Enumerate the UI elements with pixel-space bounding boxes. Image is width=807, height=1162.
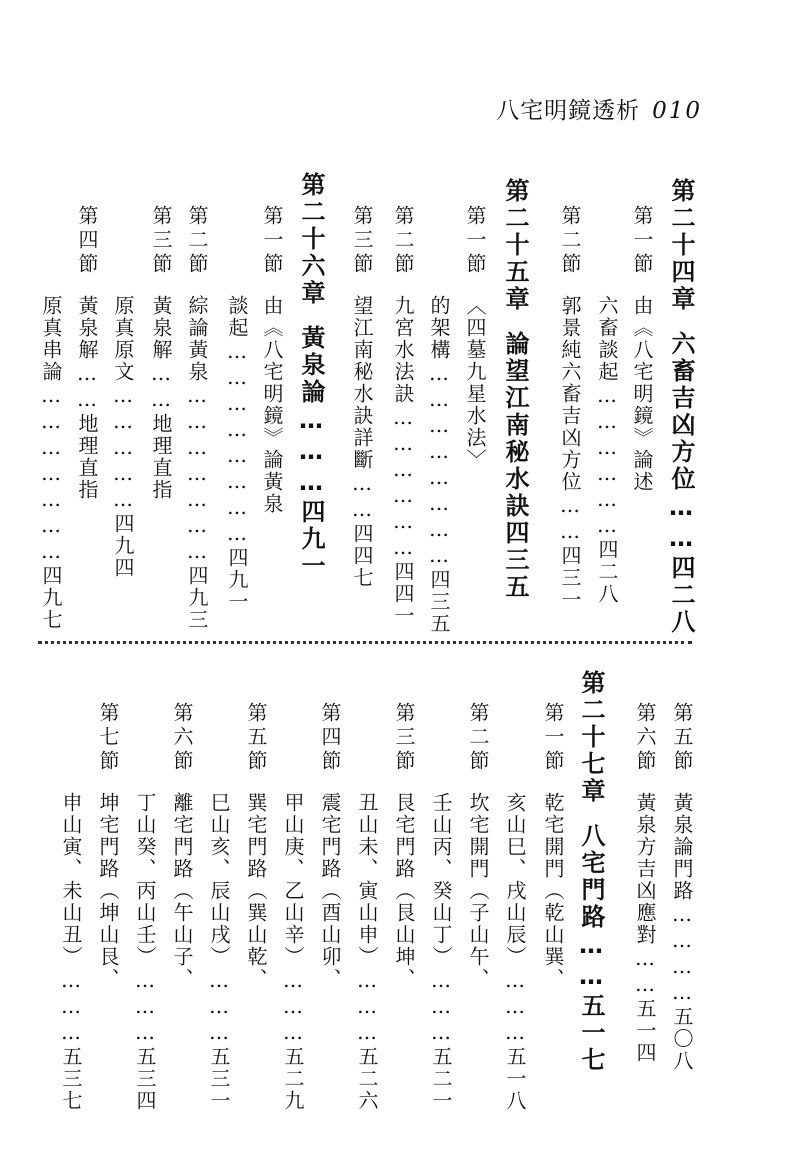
toc-section-label: 第五節 bbox=[670, 702, 694, 774]
leader-dots: …… bbox=[149, 361, 173, 413]
toc-entry-line[interactable]: 黃泉解……地理直指 bbox=[149, 295, 173, 501]
toc-entry-line[interactable]: 黃泉解……地理直指 bbox=[75, 295, 99, 501]
page-number: 010 bbox=[652, 98, 702, 124]
chapter-title: 第二十六章 bbox=[297, 172, 325, 307]
leader-dots: …… bbox=[667, 493, 695, 555]
leader-dots: …………………… bbox=[225, 339, 249, 547]
toc-entry-line[interactable]: 原真原文……………四九四 bbox=[111, 295, 135, 579]
toc-entry-line[interactable]: 丑山未、寅山申）………五二六 bbox=[355, 792, 379, 1112]
leader-dots: …… bbox=[577, 931, 605, 993]
leader-dots: ……… bbox=[503, 968, 527, 1046]
leader-dots: ………………… bbox=[39, 383, 63, 565]
toc-entry-line[interactable]: 巳山亥、辰山戌）………五三一 bbox=[207, 792, 231, 1112]
toc-entry-line[interactable]: 六畜談起………………四二八 bbox=[595, 295, 619, 605]
leader-dots: …… bbox=[633, 946, 657, 998]
leader-dots: ……… bbox=[297, 406, 325, 499]
page-ref: 五三四 bbox=[133, 1046, 157, 1112]
page-ref: 四九七 bbox=[39, 565, 63, 631]
toc-entry-line[interactable]: 申山寅、未山丑）………五三七 bbox=[59, 792, 83, 1112]
page-ref: 五一四 bbox=[633, 998, 657, 1064]
page-ref: 四三一 bbox=[558, 545, 582, 611]
leader-dots: ……………… bbox=[391, 405, 415, 561]
leader-dots: …………… bbox=[111, 383, 135, 513]
toc-entry-line[interactable]: 〈四墓九星水法〉 bbox=[463, 295, 487, 471]
toc-entry-line[interactable]: 九宮水法訣………………四四一 bbox=[391, 295, 415, 627]
toc-entry-line[interactable]: 望江南秘水訣詳斷……四四七 bbox=[350, 295, 374, 589]
toc-section-label: 第二節 bbox=[558, 205, 582, 277]
leader-dots: ……… bbox=[207, 968, 231, 1046]
toc-entry-line[interactable]: 黃泉方吉凶應對……五一四 bbox=[633, 792, 657, 1064]
toc-entry-line[interactable]: 由《八宅明鏡》論述 bbox=[630, 295, 654, 493]
page-ref: 四四一 bbox=[391, 561, 415, 627]
toc-section-label: 第六節 bbox=[170, 702, 194, 774]
toc-entry-line[interactable]: 乾宅開門（乾山巽、 bbox=[541, 792, 565, 990]
toc-entry-line[interactable]: 由《八宅明鏡》論黃泉 bbox=[260, 295, 284, 515]
book-title: 八宅明鏡透析 bbox=[496, 98, 641, 124]
chapter-title: 第二十四章 bbox=[667, 178, 695, 313]
toc-entry-line[interactable]: 震宅門路（酉山卯、 bbox=[318, 792, 342, 990]
page-ref: 四四七 bbox=[350, 523, 374, 589]
toc-section-label: 第六節 bbox=[633, 702, 657, 774]
leader-dots: ……… bbox=[355, 968, 379, 1046]
toc-section-label: 第一節 bbox=[541, 702, 565, 774]
page-ref: 五二九 bbox=[281, 1046, 305, 1112]
page-ref: 四二八 bbox=[667, 555, 695, 636]
page-ref: 四九四 bbox=[111, 513, 135, 579]
chapter-subtitle: 八宅門路 bbox=[577, 823, 605, 931]
leader-dots: …… bbox=[350, 471, 374, 523]
page-ref: 四九三 bbox=[185, 565, 209, 631]
leader-dots: ……… bbox=[59, 968, 83, 1046]
chapter-title: 第二十五章 bbox=[501, 178, 529, 313]
toc-entry-line[interactable]: 原真串論…………………四九七 bbox=[39, 295, 63, 631]
toc-entry-line[interactable]: 談起……………………四九一 bbox=[225, 295, 249, 613]
toc-entry-line[interactable]: 艮宅門路（艮山坤、 bbox=[392, 792, 416, 990]
toc-chapter-27[interactable] bbox=[576, 670, 606, 1074]
page-ref: 五二一 bbox=[429, 1046, 453, 1112]
toc-section-label: 第一節 bbox=[630, 205, 654, 277]
page-header bbox=[496, 92, 702, 125]
chapter-title: 第二十七章 bbox=[577, 670, 605, 805]
toc-section-label: 第七節 bbox=[96, 702, 120, 774]
toc-section-label: 第三節 bbox=[149, 205, 173, 277]
page-ref: 四三五 bbox=[501, 520, 529, 601]
toc-entry-line[interactable]: 離宅門路（午山子、 bbox=[170, 792, 194, 990]
toc-entry-line[interactable]: 亥山巳、戌山辰）………五一八 bbox=[503, 792, 527, 1112]
toc-entry-line[interactable]: 坤宅門路（坤山艮、 bbox=[96, 792, 120, 990]
toc-entry-line[interactable]: 黃泉論門路…………五〇八 bbox=[670, 792, 694, 1072]
leader-dots: …………………… bbox=[427, 361, 451, 569]
toc-section-label: 第三節 bbox=[392, 702, 416, 774]
toc-entry-line[interactable]: 綜論黃泉…………………四九三 bbox=[185, 295, 209, 631]
toc-section-label: 第一節 bbox=[260, 205, 284, 277]
page-ref: 五一七 bbox=[577, 993, 605, 1074]
leader-dots: ………………… bbox=[185, 383, 209, 565]
toc-section-label: 第四節 bbox=[75, 205, 99, 277]
page-ref: 四三五 bbox=[427, 569, 451, 635]
toc-section-label: 第二節 bbox=[466, 702, 490, 774]
chapter-subtitle: 黃泉論 bbox=[297, 325, 325, 406]
toc-entry-line[interactable]: 的架構……………………四三五 bbox=[427, 295, 451, 635]
toc-entry-line[interactable]: 郭景純六畜吉凶方位……四三一 bbox=[558, 295, 582, 611]
page-ref: 四九一 bbox=[225, 547, 249, 613]
page-ref: 四九一 bbox=[297, 499, 325, 580]
toc-section-label: 第二節 bbox=[391, 205, 415, 277]
leader-dots: ……… bbox=[281, 968, 305, 1046]
page-ref: 五二六 bbox=[355, 1046, 379, 1112]
leader-dots: ……… bbox=[429, 968, 453, 1046]
page-ref: 五一八 bbox=[503, 1046, 527, 1112]
toc-entry-line[interactable]: 壬山丙、癸山丁）………五二一 bbox=[429, 792, 453, 1112]
chapter-subtitle: 論望江南秘水訣 bbox=[501, 331, 529, 520]
leader-dots: ……………… bbox=[595, 383, 619, 539]
toc-section-label: 第四節 bbox=[318, 702, 342, 774]
toc-section-label: 第一節 bbox=[463, 205, 487, 277]
page-ref: 五三七 bbox=[59, 1046, 83, 1112]
toc-entry-line[interactable]: 坎宅開門（子山午、 bbox=[466, 792, 490, 990]
toc-section-label: 第五節 bbox=[244, 702, 268, 774]
toc-section-label: 第三節 bbox=[350, 205, 374, 277]
toc-chapter-26[interactable] bbox=[296, 172, 326, 580]
page-ref: 五〇八 bbox=[670, 1006, 694, 1072]
page-ref: 五三一 bbox=[207, 1046, 231, 1112]
leader-dots: …… bbox=[75, 361, 99, 413]
toc-entry-line[interactable]: 甲山庚、乙山辛）………五二九 bbox=[281, 792, 305, 1112]
leader-dots: ………… bbox=[670, 902, 694, 1006]
section-divider bbox=[38, 641, 692, 644]
page-ref: 四二八 bbox=[595, 539, 619, 605]
leader-dots: ……… bbox=[133, 968, 157, 1046]
toc-chapter-25[interactable] bbox=[500, 178, 530, 601]
chapter-subtitle: 六畜吉凶方位 bbox=[667, 331, 695, 493]
toc-entry-line[interactable]: 丁山癸、丙山壬）………五三四 bbox=[133, 792, 157, 1112]
toc-entry-line[interactable]: 巽宅門路（巽山乾、 bbox=[244, 792, 268, 990]
toc-section-label: 第二節 bbox=[185, 205, 209, 277]
toc-chapter-24[interactable] bbox=[666, 178, 696, 636]
leader-dots: …… bbox=[558, 493, 582, 545]
